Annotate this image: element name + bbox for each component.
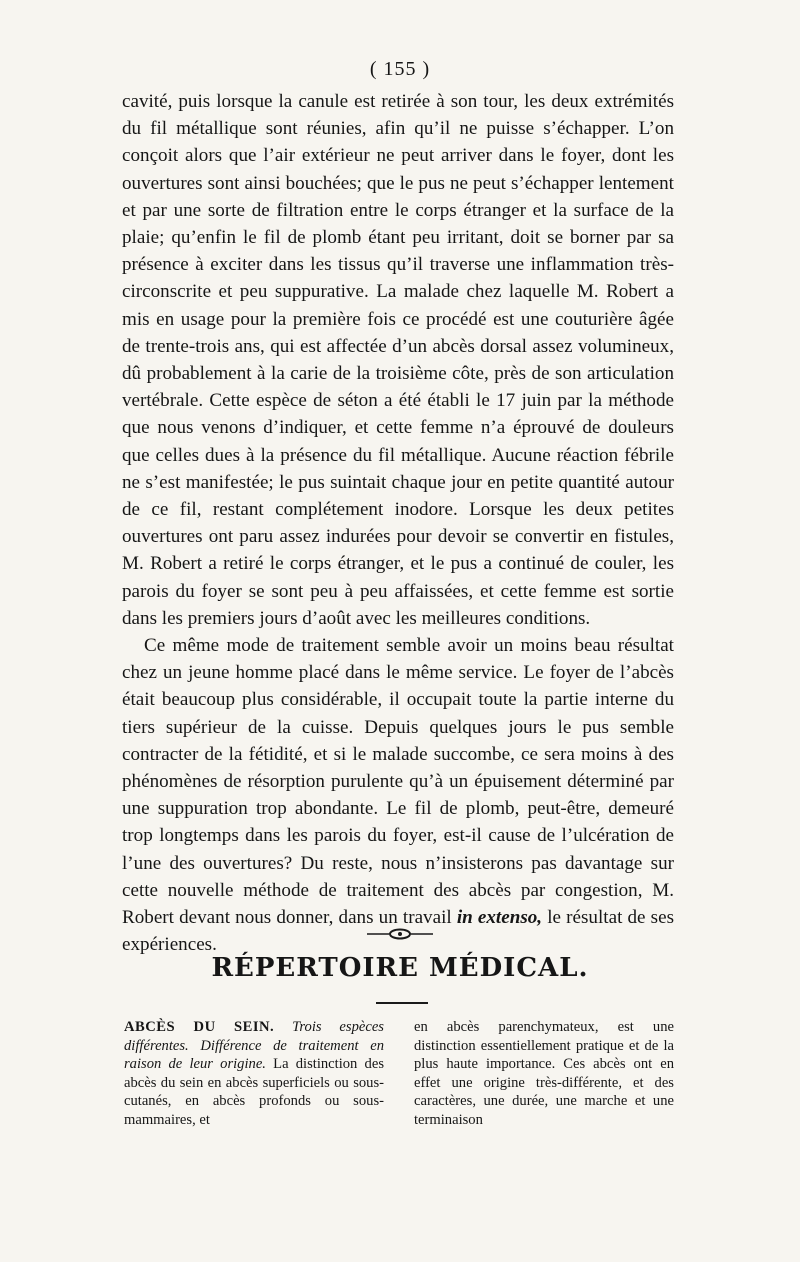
paragraph-2-end: le résultat de ses expériences. — [122, 907, 675, 956]
paragraph-2 — [122, 632, 674, 958]
two-column-text — [124, 1018, 674, 1129]
heading-rule — [376, 1002, 428, 1004]
left-column — [124, 1018, 384, 1129]
entry-subtitle: Trois espèces différentes. Différence de traitement en raison de leur origine. — [124, 1019, 384, 1072]
paragraph-2-text: Ce même mode de traitement semble avoir un moins beau résultat chez un jeune homme placé dans le même service. Le foyer de l’abcès était beaucoup plus considérable, il occupait toute la partie interne du tiers supérieur de la cuisse. Depuis quelques jours le pus semble contracter de la fétidité, et si le malade succombe, ce sera moins à des phénomènes de résorption purulente qu’à un épuisement déterminé par une suppuration trop abondante. Le fil de plomb, peut-être, demeuré trop longtemps dans les parois du foyer, est-il cause de l’ulcération de l’une des ouvertures? Du reste, nous n’insisterons pas davantage sur cette nouvelle méthode de traitement des abcès par congestion, M. Robert devant nous donner, dans un travail — [122, 635, 674, 929]
right-column-text: en abcès parenchymateux, est une distinction essentiellement pratique et de la plus haute importance. Ces abcès ont en effet une origine très-différente, et des caractères, une durée, une marche et une terminaison — [414, 1019, 674, 1128]
section-heading: RÉPERTOIRE MÉDICAL. — [211, 953, 589, 983]
page-number: ( 155 ) — [369, 58, 431, 80]
ornament-divider — [0, 927, 800, 941]
main-text — [122, 88, 674, 959]
entry-title: ABCÈS DU SEIN. — [124, 1019, 275, 1035]
left-column-paragraph — [124, 1018, 384, 1129]
paragraph-1: cavité, puis lorsque la canule est retirée à son tour, les deux extrémités du fil métallique sont réunies, afin qu’il ne puisse s’échapper. L’on conçoit alors que l’air extérieur ne peut arriver dans le foyer, dont les ouvertures sont ainsi bouchées; que le pus ne peut s’échapper lentement et par une sorte de filtration entre le corps étranger et la surface de la plaie; qu’enfin le fil de plomb étant peu irritant, doit se borner par sa présence à exciter dans les tissus qu’il traverse une inflammation très-circonscrite et peu suppurative. La malade chez laquelle M. Robert a mis en usage pour la première fois ce procédé est une couturière âgée de trente-trois ans, qui est affectée d’un abcès dorsal assez volumineux, dû probablement à la carie de la troisième côte, près de son articulation vertébrale. Cette espèce de séton a été établi le 17 juin par la méthode que nous venons d’indiquer, et cette femme n’a éprouvé de douleurs que celles dues à la présence du fil métallique. Aucune réaction fébrile ne s’est manifestée; le pus suintait chaque jour en petite quantité autour de ce fil, restant complétement inodore. Lorsque les deux petites ouvertures ont paru assez indurées pour devoir se convertir en fistules, M. Robert a retiré le corps étranger, et le pus a continué de couler, les parois du foyer se sont peu à peu affaissées, et cette femme est sortie dans les premiers jours d’août avec les meilleures conditions. — [122, 91, 674, 629]
ornament-icon — [365, 927, 435, 941]
left-column-text: La distinction des abcès du sein en abcès superficiels ou sous-cutanés, en abcès profonds ou sous-mammaires, et — [124, 1056, 384, 1128]
right-column — [414, 1018, 674, 1129]
paragraph-2-italic: in extenso, — [456, 907, 543, 929]
